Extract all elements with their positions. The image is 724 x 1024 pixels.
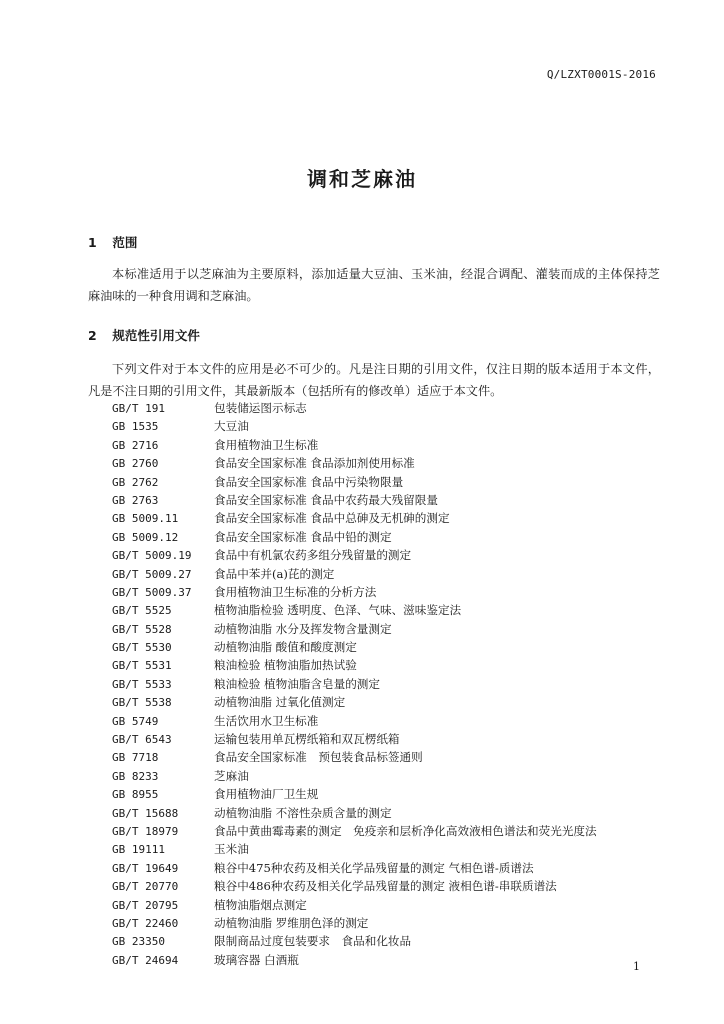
reference-item — [112, 509, 597, 527]
reference-item — [112, 620, 597, 638]
reference-item — [112, 473, 597, 491]
reference-code: GB 1535 — [112, 420, 159, 434]
reference-item — [112, 712, 597, 730]
reference-title: 植物油脂烟点测定 — [214, 897, 307, 912]
reference-code: GB/T 5009.37 — [112, 585, 192, 599]
reference-code: GB/T 15688 — [112, 806, 179, 820]
reference-code: GB 7718 — [112, 751, 159, 765]
reference-item — [112, 785, 597, 803]
section-heading-normative-references — [88, 326, 200, 344]
reference-title: 动植物油脂 不溶性杂质含量的测定 — [214, 805, 392, 820]
reference-item — [112, 693, 597, 711]
reference-code: GB/T 5533 — [112, 677, 172, 691]
reference-code: GB/T 6543 — [112, 733, 172, 747]
reference-code: GB/T 20795 — [112, 898, 179, 912]
reference-item — [112, 767, 597, 785]
reference-title: 食品安全国家标准 食品中农药最大残留限量 — [214, 492, 438, 507]
reference-code: GB 23350 — [112, 935, 165, 949]
reference-item — [112, 583, 597, 601]
reference-title: 大豆油 — [214, 419, 249, 434]
reference-title: 粮油检验 植物油脂加热试验 — [214, 658, 357, 673]
reference-code: GB 8955 — [112, 788, 159, 802]
reference-item — [112, 436, 597, 454]
scope-paragraph: 本标准适用于以芝麻油为主要原料，添加适量大豆油、玉米油，经混合调配、灌装而成的主体保持芝麻油味的一种食用调和芝麻油。 — [88, 267, 660, 303]
reference-item — [112, 417, 597, 435]
reference-item — [112, 804, 597, 822]
reference-item — [112, 528, 597, 546]
reference-title: 动植物油脂 过氧化值测定 — [214, 695, 346, 710]
section-title: 范围 — [112, 235, 138, 250]
reference-item — [112, 399, 597, 417]
reference-code: GB/T 5528 — [112, 622, 172, 636]
reference-title: 食品安全国家标准 食品中污染物限量 — [214, 474, 404, 489]
reference-code: GB 2763 — [112, 493, 159, 507]
section-number: 2 — [88, 328, 97, 343]
reference-code: GB 5009.12 — [112, 530, 179, 544]
reference-item — [112, 675, 597, 693]
reference-item — [112, 491, 597, 509]
reference-code: GB/T 18979 — [112, 824, 179, 838]
reference-title: 生活饮用水卫生标准 — [214, 713, 319, 728]
reference-title: 食用植物油厂卫生规 — [214, 787, 319, 802]
reference-title: 粮油检验 植物油脂含皂量的测定 — [214, 676, 380, 691]
reference-item — [112, 638, 597, 656]
reference-code: GB 2762 — [112, 475, 159, 489]
reference-item — [112, 454, 597, 472]
reference-item — [112, 859, 597, 877]
reference-item — [112, 546, 597, 564]
reference-title: 玻璃容器 白酒瓶 — [214, 952, 299, 967]
reference-item — [112, 656, 597, 674]
reference-item — [112, 601, 597, 619]
reference-title: 食品安全国家标准 预包装食品标签通则 — [214, 750, 423, 765]
reference-title: 食品安全国家标准 食品中总砷及无机砷的测定 — [214, 511, 450, 526]
reference-code: GB/T 5530 — [112, 641, 172, 655]
reference-code: GB/T 24694 — [112, 953, 179, 967]
reference-item — [112, 914, 597, 932]
reference-code: GB 8233 — [112, 769, 159, 783]
reference-code: GB/T 5525 — [112, 604, 172, 618]
reference-code: GB 19111 — [112, 843, 165, 857]
references-paragraph: 下列文件对于本文件的应用是必不可少的。凡是注日期的引用文件，仅注日期的版本适用于本文件，凡是不注日期的引用文件，其最新版本（包括所有的修改单）适应于本文件。 — [88, 362, 660, 398]
reference-code: GB 2716 — [112, 438, 159, 452]
header-rule — [88, 86, 658, 87]
reference-item — [112, 565, 597, 583]
reference-code: GB/T 5009.19 — [112, 549, 192, 563]
reference-item — [112, 840, 597, 858]
reference-title: 食用植物油卫生标准 — [214, 437, 319, 452]
reference-item — [112, 748, 597, 766]
reference-title: 芝麻油 — [214, 768, 249, 783]
reference-title: 食用植物油卫生标准的分析方法 — [214, 584, 377, 599]
reference-title: 运输包装用单瓦楞纸箱和双瓦楞纸箱 — [214, 732, 400, 747]
reference-item — [112, 822, 597, 840]
reference-code: GB/T 5009.27 — [112, 567, 192, 581]
reference-code: GB/T 22460 — [112, 916, 179, 930]
reference-code: GB/T 20770 — [112, 880, 179, 894]
reference-title: 食品中有机氯农药多组分残留量的测定 — [214, 548, 412, 563]
reference-item — [112, 951, 597, 969]
reference-code: GB/T 5531 — [112, 659, 172, 673]
reference-title: 动植物油脂 酸值和酸度测定 — [214, 640, 357, 655]
reference-title: 动植物油脂 水分及挥发物含量测定 — [214, 621, 392, 636]
standard-code: Q/LZXT0001S-2016 — [546, 68, 656, 81]
reference-title: 限制商品过度包装要求 食品和化妆品 — [214, 934, 412, 949]
reference-item — [112, 932, 597, 950]
reference-code: GB 5749 — [112, 714, 159, 728]
reference-item — [112, 730, 597, 748]
reference-title: 玉米油 — [214, 842, 249, 857]
reference-code: GB 5009.11 — [112, 512, 179, 526]
reference-title: 食品安全国家标准 食品添加剂使用标准 — [214, 456, 415, 471]
section-heading-scope — [88, 233, 137, 251]
reference-code: GB 2760 — [112, 457, 159, 471]
reference-title: 食品安全国家标准 食品中铅的测定 — [214, 529, 392, 544]
reference-title: 粮谷中486种农药及相关化学品残留量的测定 液相色谱-串联质谱法 — [214, 879, 557, 894]
section-number: 1 — [88, 235, 97, 250]
reference-title: 植物油脂检验 透明度、色泽、气味、滋味鉴定法 — [214, 603, 462, 618]
reference-code: GB/T 19649 — [112, 861, 179, 875]
reference-title: 动植物油脂 罗维朋色泽的测定 — [214, 915, 369, 930]
reference-title: 食品中黄曲霉毒素的测定 免疫亲和层析净化高效液相色谱法和荧光光度法 — [214, 823, 597, 838]
page-number: 1 — [633, 960, 640, 973]
reference-list — [112, 399, 597, 969]
reference-title: 粮谷中475种农药及相关化学品残留量的测定 气相色谱-质谱法 — [214, 860, 534, 875]
reference-title: 食品中苯并(a)芘的测定 — [214, 566, 335, 581]
reference-title: 包装储运图示标志 — [214, 401, 307, 415]
reference-code: GB/T 191 — [112, 402, 165, 415]
reference-code: GB/T 5538 — [112, 696, 172, 710]
document-title: 调和芝麻油 — [307, 167, 417, 191]
section-title: 规范性引用文件 — [112, 328, 200, 343]
reference-item — [112, 877, 597, 895]
reference-item — [112, 896, 597, 914]
